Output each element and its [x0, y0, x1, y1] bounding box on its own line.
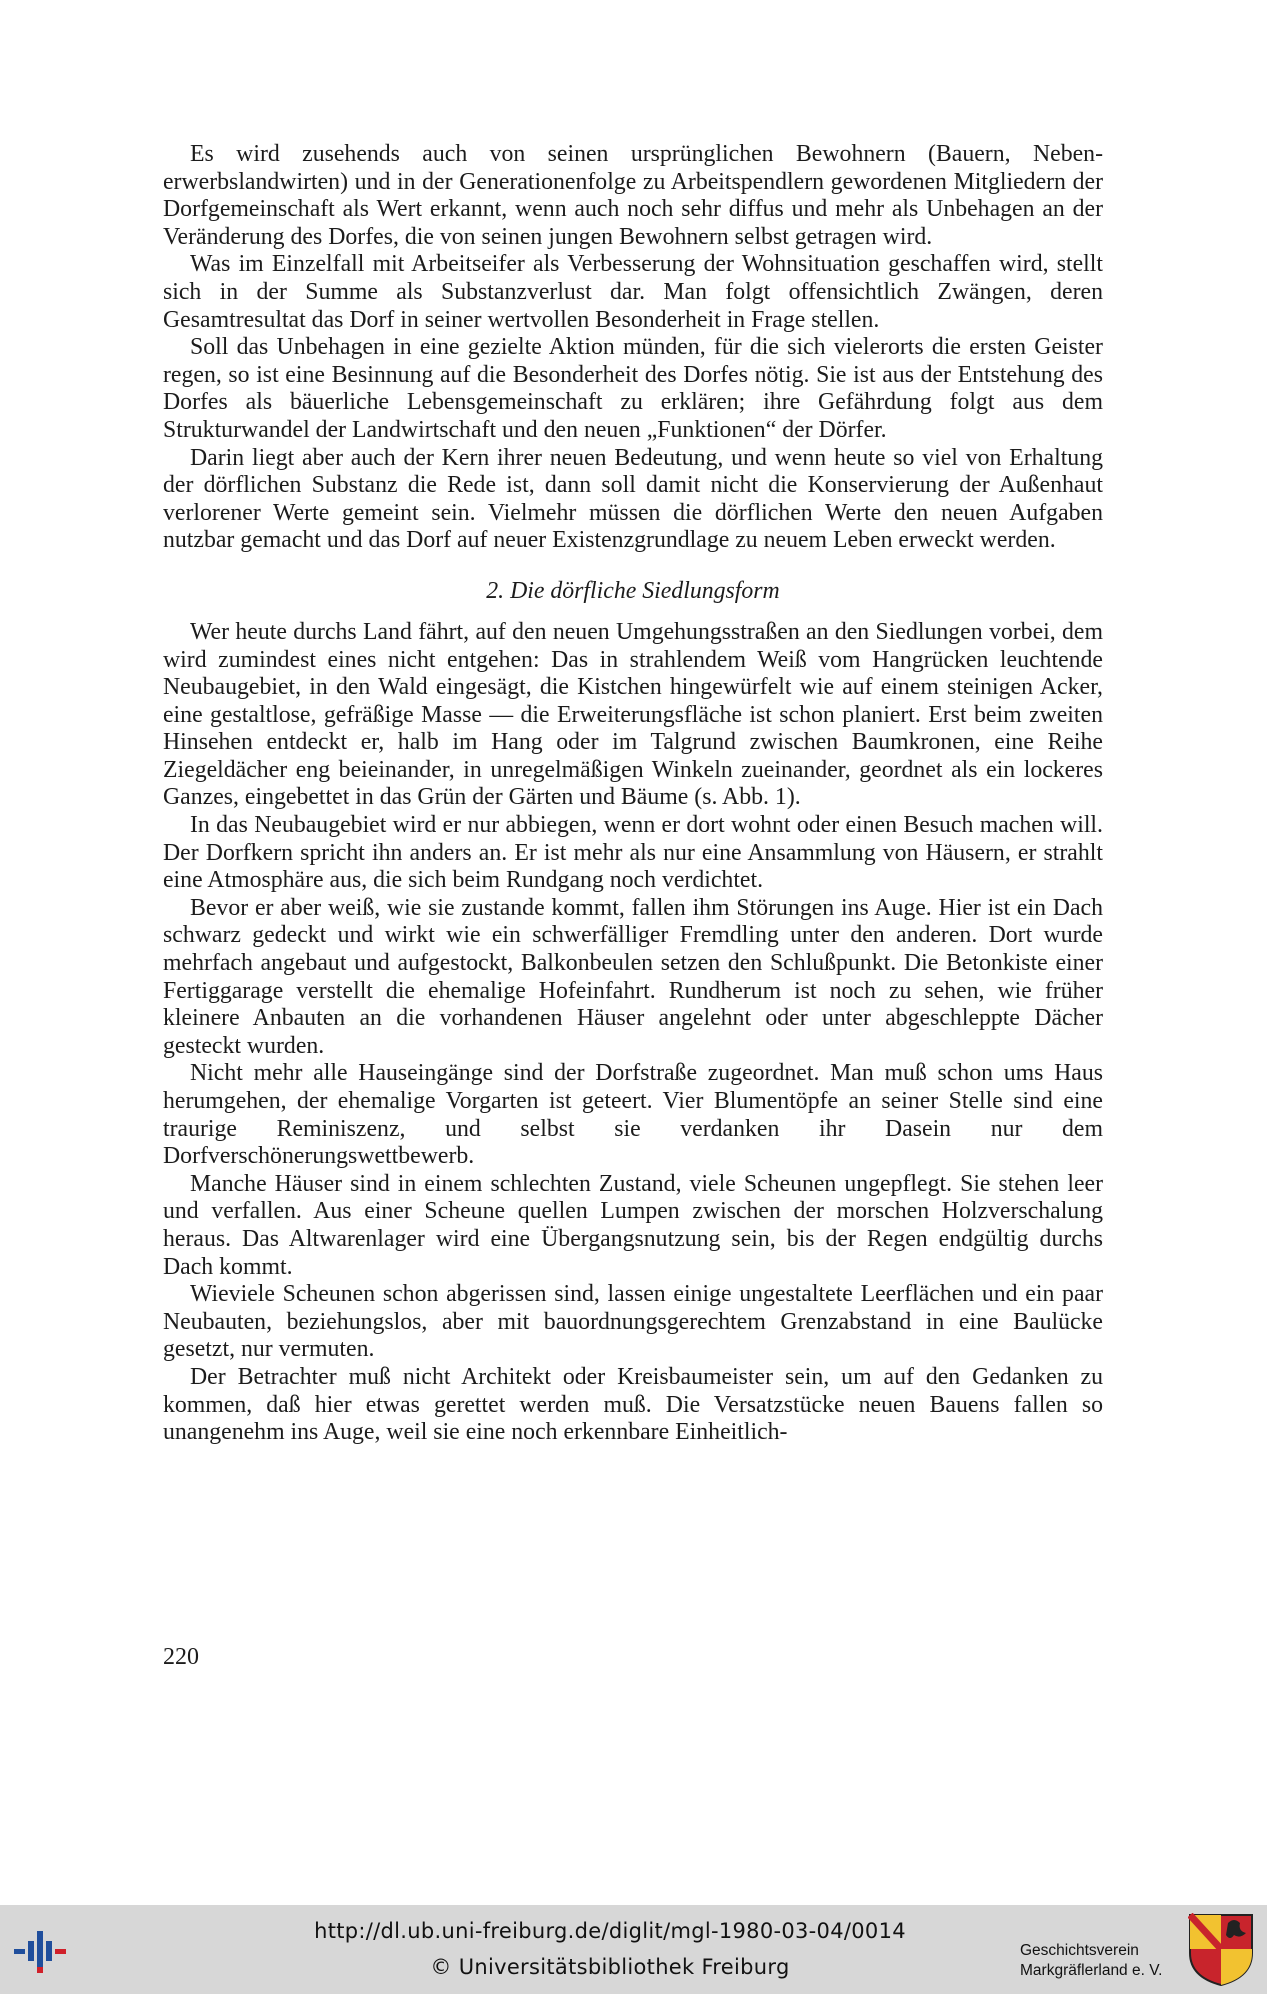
paragraph: In das Neubaugebiet wird er nur abbiegen, wenn er dort wohnt oder einen Besuch machen will. Der Dorfkern spricht ihn anders an. Er ist mehr als nur eine Ansammlung von Häusern, er strahlt eine Atmosphäre aus, die sich beim Rundgang noch verdichtet.	[163, 812, 1103, 894]
permalink-url[interactable]: http://dl.ub.uni-freiburg.de/diglit/mgl-1980-03-04/0014	[314, 1919, 906, 1943]
copyright-notice: © Universitätsbibliothek Freiburg	[430, 1955, 790, 1979]
paragraph: Wieviele Scheunen schon abgerissen sind, lassen einige ungestaltete Leerflächen und ein paar Neubauten, beziehungslos, aber mit bauordnungsgerechtem Grenzabstand in eine Baulücke gesetzt, nur vermuten.	[163, 1281, 1103, 1363]
paragraph: Wer heute durchs Land fährt, auf den neuen Umgehungsstraßen an den Siedlungen vorbei, dem wird zumindest eines nicht entgehen: Das in strahlendem Weiß vom Hangrücken leuchtende Neubaugebiet, in den Wald eingesägt, die Kistchen hingewürfelt wie auf einem steinigen Acker, eine gestaltlose, gefräßige Masse — die Erweiterungsfläche ist schon planiert. Erst beim zweiten Hinsehen entdeckt er, halb im Hang oder im Talgrund zwischen Baumkronen, eine Reihe Ziegeldächer eng beieinander, in unregelmäßigen Winkeln zueinander, geordnet als ein lockeres Ganzes, eingebettet in das Grün der Gärten und Bäume (s. Abb. 1).	[163, 618, 1103, 811]
paragraph: Nicht mehr alle Hauseingänge sind der Dorfstraße zugeordnet. Man muß schon ums Haus herumgehen, der ehemalige Vorgarten ist geteert. Vier Blumentöpfe an seiner Stelle sind eine traurige Reminiszenz, und selbst sie verdanken ihr Dasein nur dem Dorfverschönerungswettbewerb.	[163, 1060, 1103, 1170]
coat-of-arms-icon	[1188, 1913, 1254, 1987]
society-line: Geschichtsverein	[1020, 1942, 1139, 1959]
paragraph: Darin liegt aber auch der Kern ihrer neuen Bedeutung, und wenn heute so viel von Erhaltung der dörflichen Substanz die Rede ist, dann soll damit nicht die Konservierung der Außenhaut verlorener Werte gemeint sein. Vielmehr müssen die dörflichen Werte den neuen Aufgaben nutzbar gemacht und das Dorf auf neuer Existenzgrundlage zu neuem Leben erweckt werden.	[163, 444, 1103, 554]
viewer-footer	[0, 1905, 1267, 1994]
society-name	[1020, 1941, 1190, 1981]
section-heading: 2. Die dörfliche Siedlungsform	[486, 577, 780, 604]
paragraph: Bevor er aber weiß, wie sie zustande kommt, fallen ihm Störungen ins Auge. Hier ist ein Dach schwarz gedeckt und wirkt wie ein schwerfälliger Fremdling unter den anderen. Dort wurde mehrfach angebaut und aufgestockt, Balkonbeulen setzen den Schlußpunkt. Die Betonkiste einer Fertiggarage verstellt die ehemalige Hofeinfahrt. Rundherum ist noch zu sehen, wie früher kleinere Anbauten an die vorhandenen Häuser angelehnt oder unter abgeschleppte Dächer gesteckt wurden.	[163, 894, 1103, 1059]
paragraph: Es wird zusehends auch von seinen ursprünglichen Bewohnern (Bauern, Nebenerwerbslandwirten) und in der Generationenfolge zu Arbeitspendlern gewordenen Mitgliedern der Dorfgemeinschaft als Wert erkannt, wenn auch noch sehr diffus und mehr als Unbehagen an der Veränderung des Dorfes, die von seinen jungen Bewohnern selbst getragen wird.	[163, 141, 1103, 250]
paragraph: Der Betrachter muß nicht Architekt oder Kreisbaumeister sein, um auf den Gedanken zu kommen, daß hier etwas gerettet werden muß. Die Versatzstücke neuen Bauens fallen so unangenehm ins Auge, weil sie eine noch erkennbare Einheitlich-	[163, 1363, 1103, 1446]
body-text	[163, 141, 1103, 1447]
society-line: Markgräflerland e. V.	[1020, 1962, 1163, 1979]
paragraph: Was im Einzelfall mit Arbeitseifer als Verbesserung der Wohnsituation geschaffen wird, stellt sich in der Summe als Substanzverlust dar. Man folgt offensichtlich Zwängen, deren Gesamtresultat das Dorf in seiner wertvollen Besonderheit in Frage stellen.	[163, 251, 1103, 333]
ub-freiburg-logo-icon[interactable]	[14, 1927, 82, 1975]
page-number: 220	[163, 1644, 199, 1670]
paragraph: Manche Häuser sind in einem schlechten Zustand, viele Scheunen ungepflegt. Sie stehen leer und verfallen. Aus einer Scheune quellen Lumpen zwischen der morschen Holzverschalung heraus. Das Altwarenlager wird eine Übergangsnutzung sein, bis der Regen endgültig durchs Dach kommt.	[163, 1170, 1103, 1280]
paragraph: Soll das Unbehagen in eine gezielte Aktion münden, für die sich vielerorts die ersten Geister regen, so ist eine Besinnung auf die Besonderheit des Dorfes nötig. Sie ist aus der Entstehung des Dorfes als bäuerliche Lebensgemeinschaft zu erklären; ihre Gefährdung folgt aus dem Strukturwandel der Landwirtschaft und den neuen „Funktionen“ der Dörfer.	[163, 334, 1103, 443]
